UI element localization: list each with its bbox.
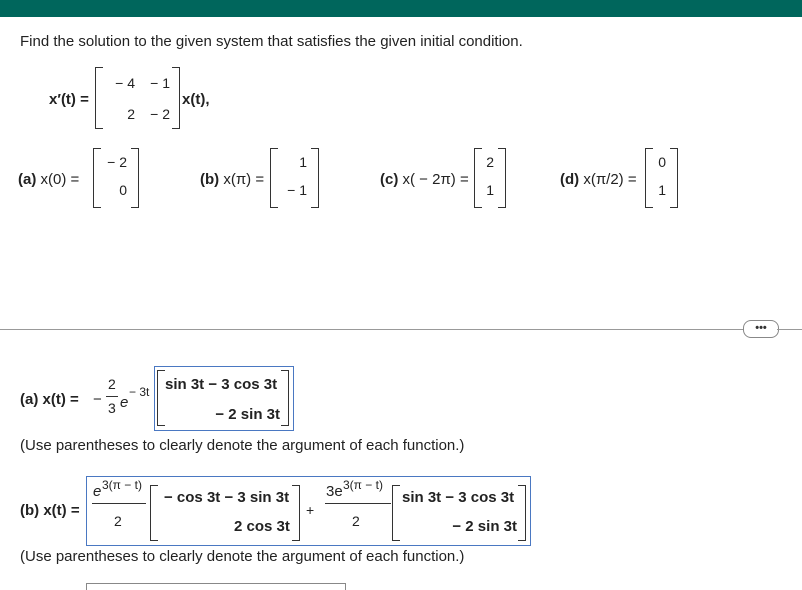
condition-a-expr: x(0) = <box>40 171 80 188</box>
condition-c-label: (c) <box>380 171 399 188</box>
answer-a-label: (a) x(t) = <box>20 391 79 408</box>
answer-b-term1-left-bracket <box>150 485 158 541</box>
answer-b-term1-exp-power: 3(π − t) <box>102 478 142 492</box>
answer-b-term1-right-bracket <box>292 485 300 541</box>
condition-c-value-0: 2 <box>486 154 494 170</box>
answer-b-term1-component-2: 2 cos 3t <box>234 518 290 535</box>
condition-d-value-0: 0 <box>658 154 666 170</box>
answer-a-sign: − <box>93 391 102 408</box>
section-divider-end <box>777 329 802 330</box>
answer-a-fraction-bar <box>106 396 118 397</box>
answer-b-term1-exp-base: e <box>93 483 102 500</box>
answer-b-term2-right-bracket <box>518 485 526 541</box>
system-rhs: x(t), <box>182 91 210 108</box>
top-header-bar <box>0 0 802 17</box>
condition-b-label: (b) <box>200 171 220 188</box>
answer-b-term2-exp-power: 3(π − t) <box>343 478 383 492</box>
answer-b-term1-fraction-bar <box>92 503 146 504</box>
answer-b-term2-denominator: 2 <box>352 513 360 529</box>
answer-b-term2-component-2: − 2 sin 3t <box>452 518 517 535</box>
answer-a-coef-numerator: 2 <box>108 376 116 392</box>
condition-b-value-0: 1 <box>299 154 307 170</box>
answer-b-term2-left-bracket <box>392 485 400 541</box>
condition-b-right-bracket <box>311 148 319 208</box>
more-options-button[interactable]: ••• <box>743 320 779 338</box>
answer-a-component-1: sin 3t − 3 cos 3t <box>165 376 278 393</box>
answer-b-label: (b) x(t) = <box>20 502 80 519</box>
answer-a-input[interactable] <box>154 366 294 431</box>
matrix-cell-1-1: − 2 <box>150 106 170 122</box>
condition-a-right-bracket <box>131 148 139 208</box>
condition-c-right-bracket <box>498 148 506 208</box>
condition-a-value-1: 0 <box>119 182 127 198</box>
condition-b-expr: x(π) = <box>223 171 265 188</box>
answer-b-term2-fraction-bar <box>325 503 391 504</box>
section-divider <box>0 329 743 330</box>
condition-c-expr: x( − 2π) = <box>402 171 469 188</box>
question-prompt: Find the solution to the given system that satisfies the given initial condition. <box>20 33 523 50</box>
condition-d-right-bracket <box>670 148 678 208</box>
condition-b-value-1: − 1 <box>287 182 307 198</box>
answer-a-exp-power: − 3t <box>129 385 150 399</box>
condition-c-value-1: 1 <box>486 182 494 198</box>
answer-a-hint: (Use parentheses to clearly denote the argument of each function.) <box>20 437 465 454</box>
answer-b-input[interactable] <box>86 476 531 546</box>
system-lhs: x′(t) = <box>49 91 89 108</box>
answer-a-right-bracket <box>281 370 289 426</box>
matrix-cell-0-0: − 4 <box>115 75 135 91</box>
condition-a-value-0: − 2 <box>107 154 127 170</box>
answer-a-component-2: − 2 sin 3t <box>215 406 280 423</box>
answer-b-term2-exp-base: 3e <box>326 483 343 500</box>
answer-b-plus-sign: + <box>306 502 315 518</box>
answer-b-term2-component-1: sin 3t − 3 cos 3t <box>402 489 515 506</box>
condition-d-label: (d) <box>560 171 580 188</box>
answer-b-hint: (Use parentheses to clearly denote the argument of each function.) <box>20 548 465 565</box>
answer-b-term1-component-1: − cos 3t − 3 sin 3t <box>164 489 290 506</box>
condition-d-expr: x(π/2) = <box>583 171 637 188</box>
condition-a-label: (a) <box>18 171 37 188</box>
matrix-cell-0-1: − 1 <box>150 75 170 91</box>
matrix-left-bracket <box>95 67 103 129</box>
answer-a-left-bracket <box>157 370 165 426</box>
matrix-right-bracket <box>172 67 180 129</box>
answer-b-term1-denominator: 2 <box>114 513 122 529</box>
answer-a-exp-base: e <box>120 394 129 411</box>
answer-a-coef-denominator: 3 <box>108 400 116 416</box>
matrix-cell-1-0: 2 <box>127 106 135 122</box>
condition-d-value-1: 1 <box>658 182 666 198</box>
